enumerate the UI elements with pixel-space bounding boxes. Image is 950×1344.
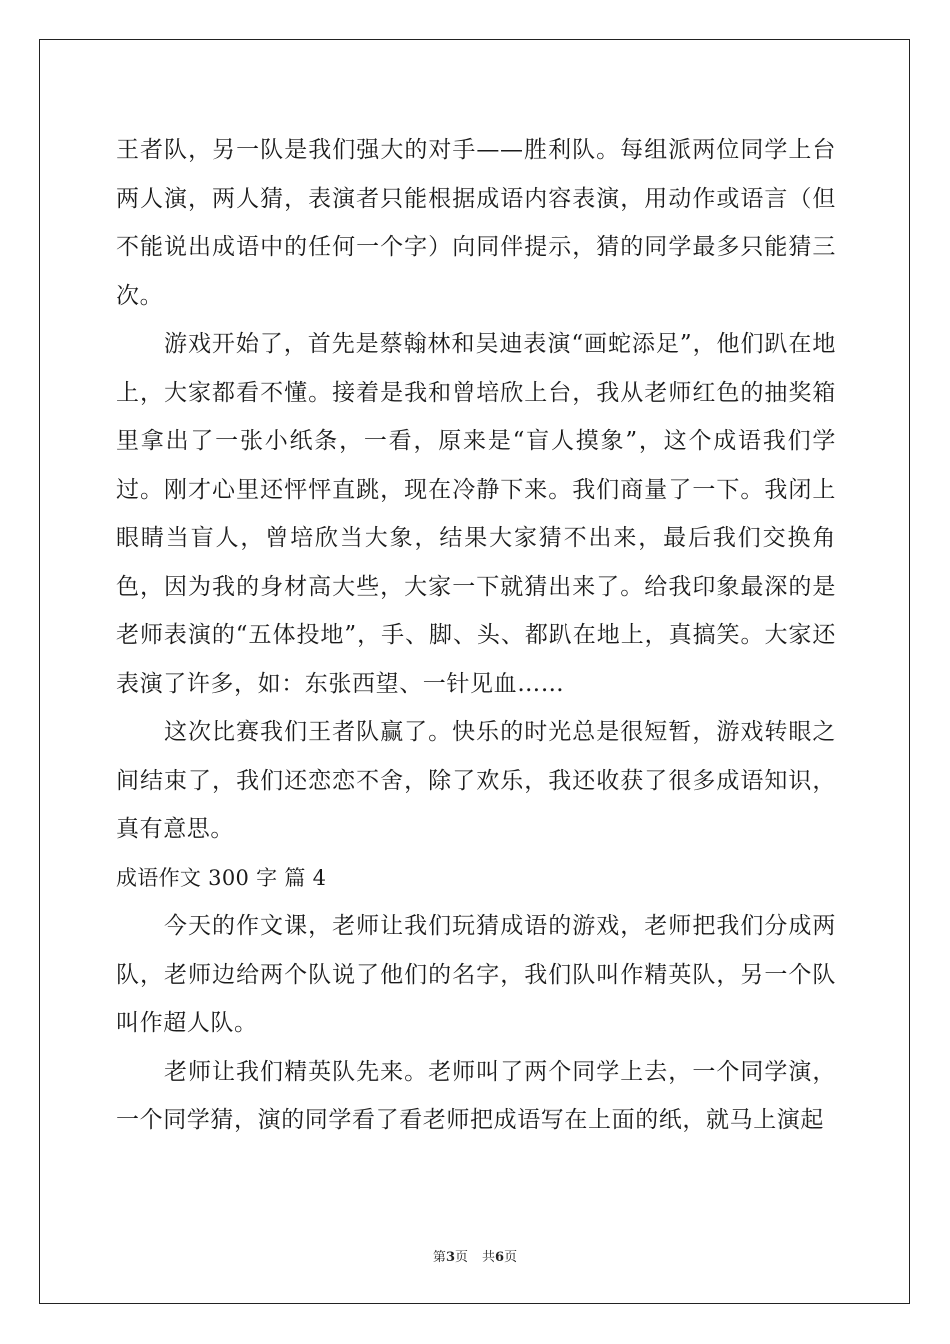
section-heading: 成语作文 300 字 篇 4 — [116, 865, 327, 890]
total-prefix: 共 — [482, 1250, 496, 1265]
total-unit: 页 — [504, 1250, 518, 1265]
paragraph-1: 王者队，另一队是我们强大的对手——胜利队。每组派两位同学上台两人演，两人猜，表演者只能根据成语内容表演，用动作或语言（但不能说出成语中的任何一个字）向同伴提示，猜的同学最多只能猜三次。 — [116, 137, 836, 309]
page-footer — [0, 1246, 950, 1265]
paragraph-2: 游戏开始了，首先是蔡翰林和吴迪表演“画蛇添足”，他们趴在地上，大家都看不懂。接着是我和曾培欣上台，我从老师红色的抽奖箱里拿出了一张小纸条，一看，原来是“盲人摸象”，这个成语我们学过。刚才心里还怦怦直跳，现在冷静下来。我们商量了一下。我闭上眼睛当盲人，曾培欣当大象，结果大家猜不出来，最后我们交换角色，因为我的身材高大些，大家一下就猜出来了。给我印象最深的是老师表演的“五体投地”，手、脚、头、都趴在地上，真搞笑。大家还表演了许多，如：东张西望、一针见血…… — [116, 331, 836, 697]
page-current: 3 — [445, 1250, 455, 1265]
page-unit: 页 — [454, 1250, 468, 1265]
document-body — [116, 126, 836, 1145]
page-prefix: 第 — [432, 1250, 446, 1265]
page-total: 6 — [495, 1250, 505, 1265]
paragraph-3: 这次比赛我们王者队赢了。快乐的时光总是很短暂，游戏转眼之间结束了，我们还恋恋不舍，除了欢乐，我还收获了很多成语知识，真有意思。 — [116, 719, 836, 842]
paragraph-4: 今天的作文课，老师让我们玩猜成语的游戏，老师把我们分成两队，老师边给两个队说了他们的名字，我们队叫作精英队，另一个队叫作超人队。 — [116, 913, 836, 1036]
paragraph-5: 老师让我们精英队先来。老师叫了两个同学上去，一个同学演，一个同学猜，演的同学看了看老师把成语写在上面的纸，就马上演起 — [116, 1058, 836, 1133]
